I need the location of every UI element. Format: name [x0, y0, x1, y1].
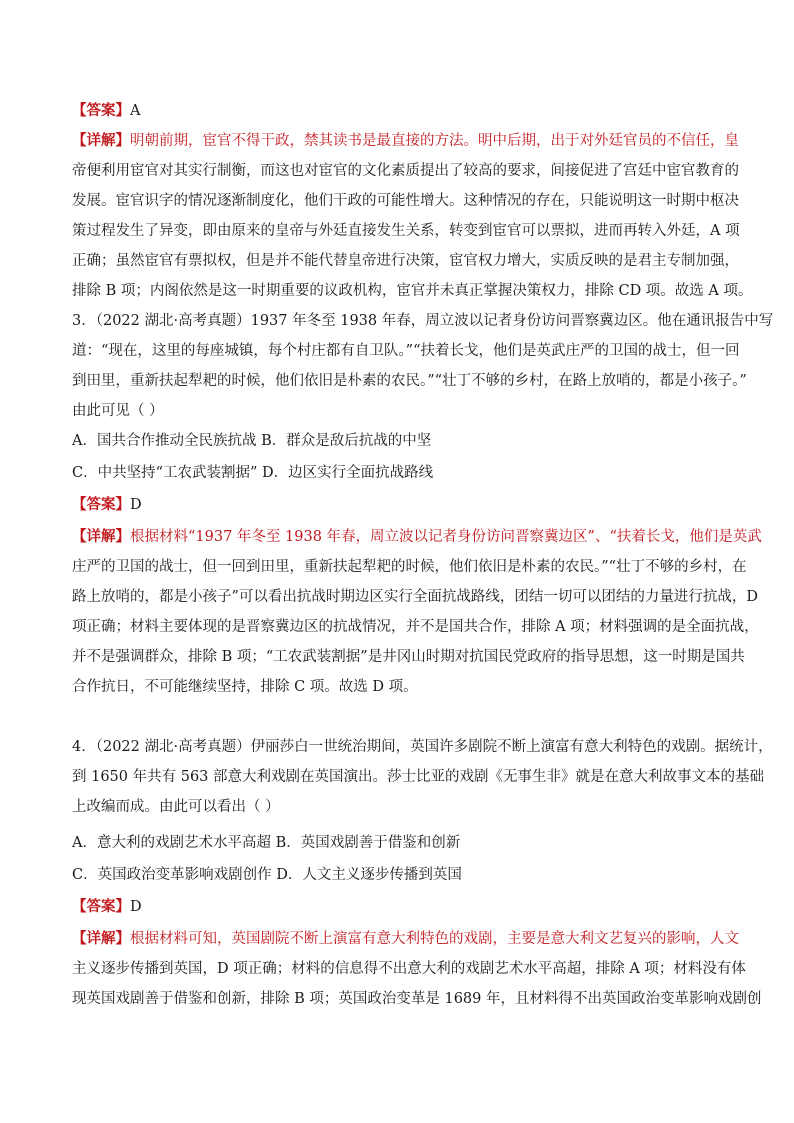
answer-value: D: [130, 497, 142, 513]
detail-tag: 【详解】: [72, 132, 130, 149]
q2-answer: [72, 96, 140, 126]
detail-line: 【详解】明朝前期，宦官不得干政，禁其读书是最直接的方法。明中后期，出于对外廷官员的不信任，皇: [72, 132, 739, 149]
q3-detail: [72, 522, 762, 702]
stem-line: 道：“现在，这里的每座城镇，每个村庄都有自卫队。”“扶着长戈，他们是英武庄严的卫国的战士，但一回: [72, 343, 740, 359]
stem-line: 4．（2022 湖北·高考真题）伊丽莎白一世统治期间，英国许多剧院不断上演富有意大利特色的戏剧。据统计，: [72, 739, 773, 755]
stem-line: 3．（2022 湖北·高考真题）1937 年冬至 1938 年春，周立波以记者身份访问晋察冀边区。他在通讯报告中写: [72, 313, 774, 329]
detail-line: 合作抗日，不可能继续坚持，排除 C 项。故选 D 项。: [72, 679, 418, 695]
detail-tag: 【详解】: [72, 528, 130, 545]
detail-line: 路上放哨的，都是小孩子”可以看出抗战时期边区实行全面抗战路线，团结一切可以团结的力量进行抗战，D: [72, 589, 759, 605]
answer-value: D: [130, 899, 142, 915]
detail-line: 庄严的卫国的战士，但一回到田里，重新扶起犁耙的时候，他们依旧是朴素的农民。”“壮丁不够的乡村，在: [72, 559, 747, 575]
stem-line: 到田里，重新扶起犁耙的时候，他们依旧是朴素的农民。”“壮丁不够的乡村，在路上放哨的，都是小孩子。”: [72, 373, 747, 389]
q2-detail: [72, 126, 753, 306]
detail-line: 发展。宦官识字的情况逐渐制度化，他们干政的可能性增大。这种情况的存在，只能说明这一时期中枢决: [72, 193, 739, 209]
detail-line: 正确；虽然宦官有票拟权，但是并不能代替皇帝进行决策，宦官权力增大，实质反映的是君主专制加强，: [72, 253, 739, 269]
detail-line: 帝便利用宦官对其实行制衡，而这也对宦官的文化素质提出了较高的要求，间接促进了宫廷中宦官教育的: [72, 163, 739, 179]
detail-line: 并不是强调群众，排除 B 项；“工农武装割据”是井冈山时期对抗国民党政府的指导思想，这一时期是国共: [72, 649, 745, 665]
detail-tag: 【详解】: [72, 930, 130, 947]
detail-line: 主义逐步传播到英国，D 项正确；材料的信息得不出意大利的戏剧艺术水平高超，排除 A 项；材料没有体: [72, 961, 746, 977]
stem-line: 上改编而成。由此可以看出（ ）: [72, 799, 280, 815]
q4-options-row-2: C．英国政治变革影响戏剧创作 D．人文主义逐步传播到英国: [72, 867, 462, 883]
q4-answer: [72, 892, 142, 922]
q3-stem: [72, 306, 774, 426]
detail-line: 现英国戏剧善于借鉴和创新，排除 B 项；英国政治变革是 1689 年，且材料得不出英国政治变革影响戏剧创: [72, 991, 762, 1007]
detail-line: 项正确；材料主要体现的是晋察冀边区的抗战情况，并不是国共合作，排除 A 项；材料强调的是全面抗战，: [72, 619, 759, 635]
q3-options-row-2: C．中共坚持“工农武装割据” D．边区实行全面抗战路线: [72, 465, 434, 481]
q4-detail: [72, 924, 762, 1014]
q3-answer: [72, 490, 142, 520]
stem-line: 到 1650 年共有 563 部意大利戏剧在英国演出。莎士比亚的戏剧《无事生非》就是在意大利故事文本的基础: [72, 769, 765, 785]
detail-line: 排除 B 项；内阁依然是这一时期重要的议政机构，宦官并未真正掌握决策权力，排除 CD 项。故选 A 项。: [72, 283, 753, 299]
answer-tag: 【答案】: [72, 102, 130, 119]
answer-tag: 【答案】: [72, 898, 130, 915]
stem-line: 由此可见（ ）: [72, 403, 164, 419]
answer-tag: 【答案】: [72, 496, 130, 513]
q4-options-row-1: A．意大利的戏剧艺术水平高超 B．英国戏剧善于借鉴和创新: [72, 835, 461, 851]
q3-options-row-1: A．国共合作推动全民族抗战 B．群众是敌后抗战的中坚: [72, 433, 432, 449]
detail-line: 策过程发生了异变，即由原来的皇帝与外廷直接发生关系，转变到宦官可以票拟，进而再转入外廷，A 项: [72, 223, 740, 239]
q4-stem: [72, 732, 773, 822]
detail-line: 【详解】根据材料可知，英国剧院不断上演富有意大利特色的戏剧，主要是意大利文艺复兴的影响，人文: [72, 930, 739, 947]
answer-value: A: [130, 103, 141, 119]
detail-line: 【详解】根据材料“1937 年冬至 1938 年春，周立波以记者身份访问晋察冀边区”、“扶着长戈，他们是英武: [72, 528, 762, 545]
